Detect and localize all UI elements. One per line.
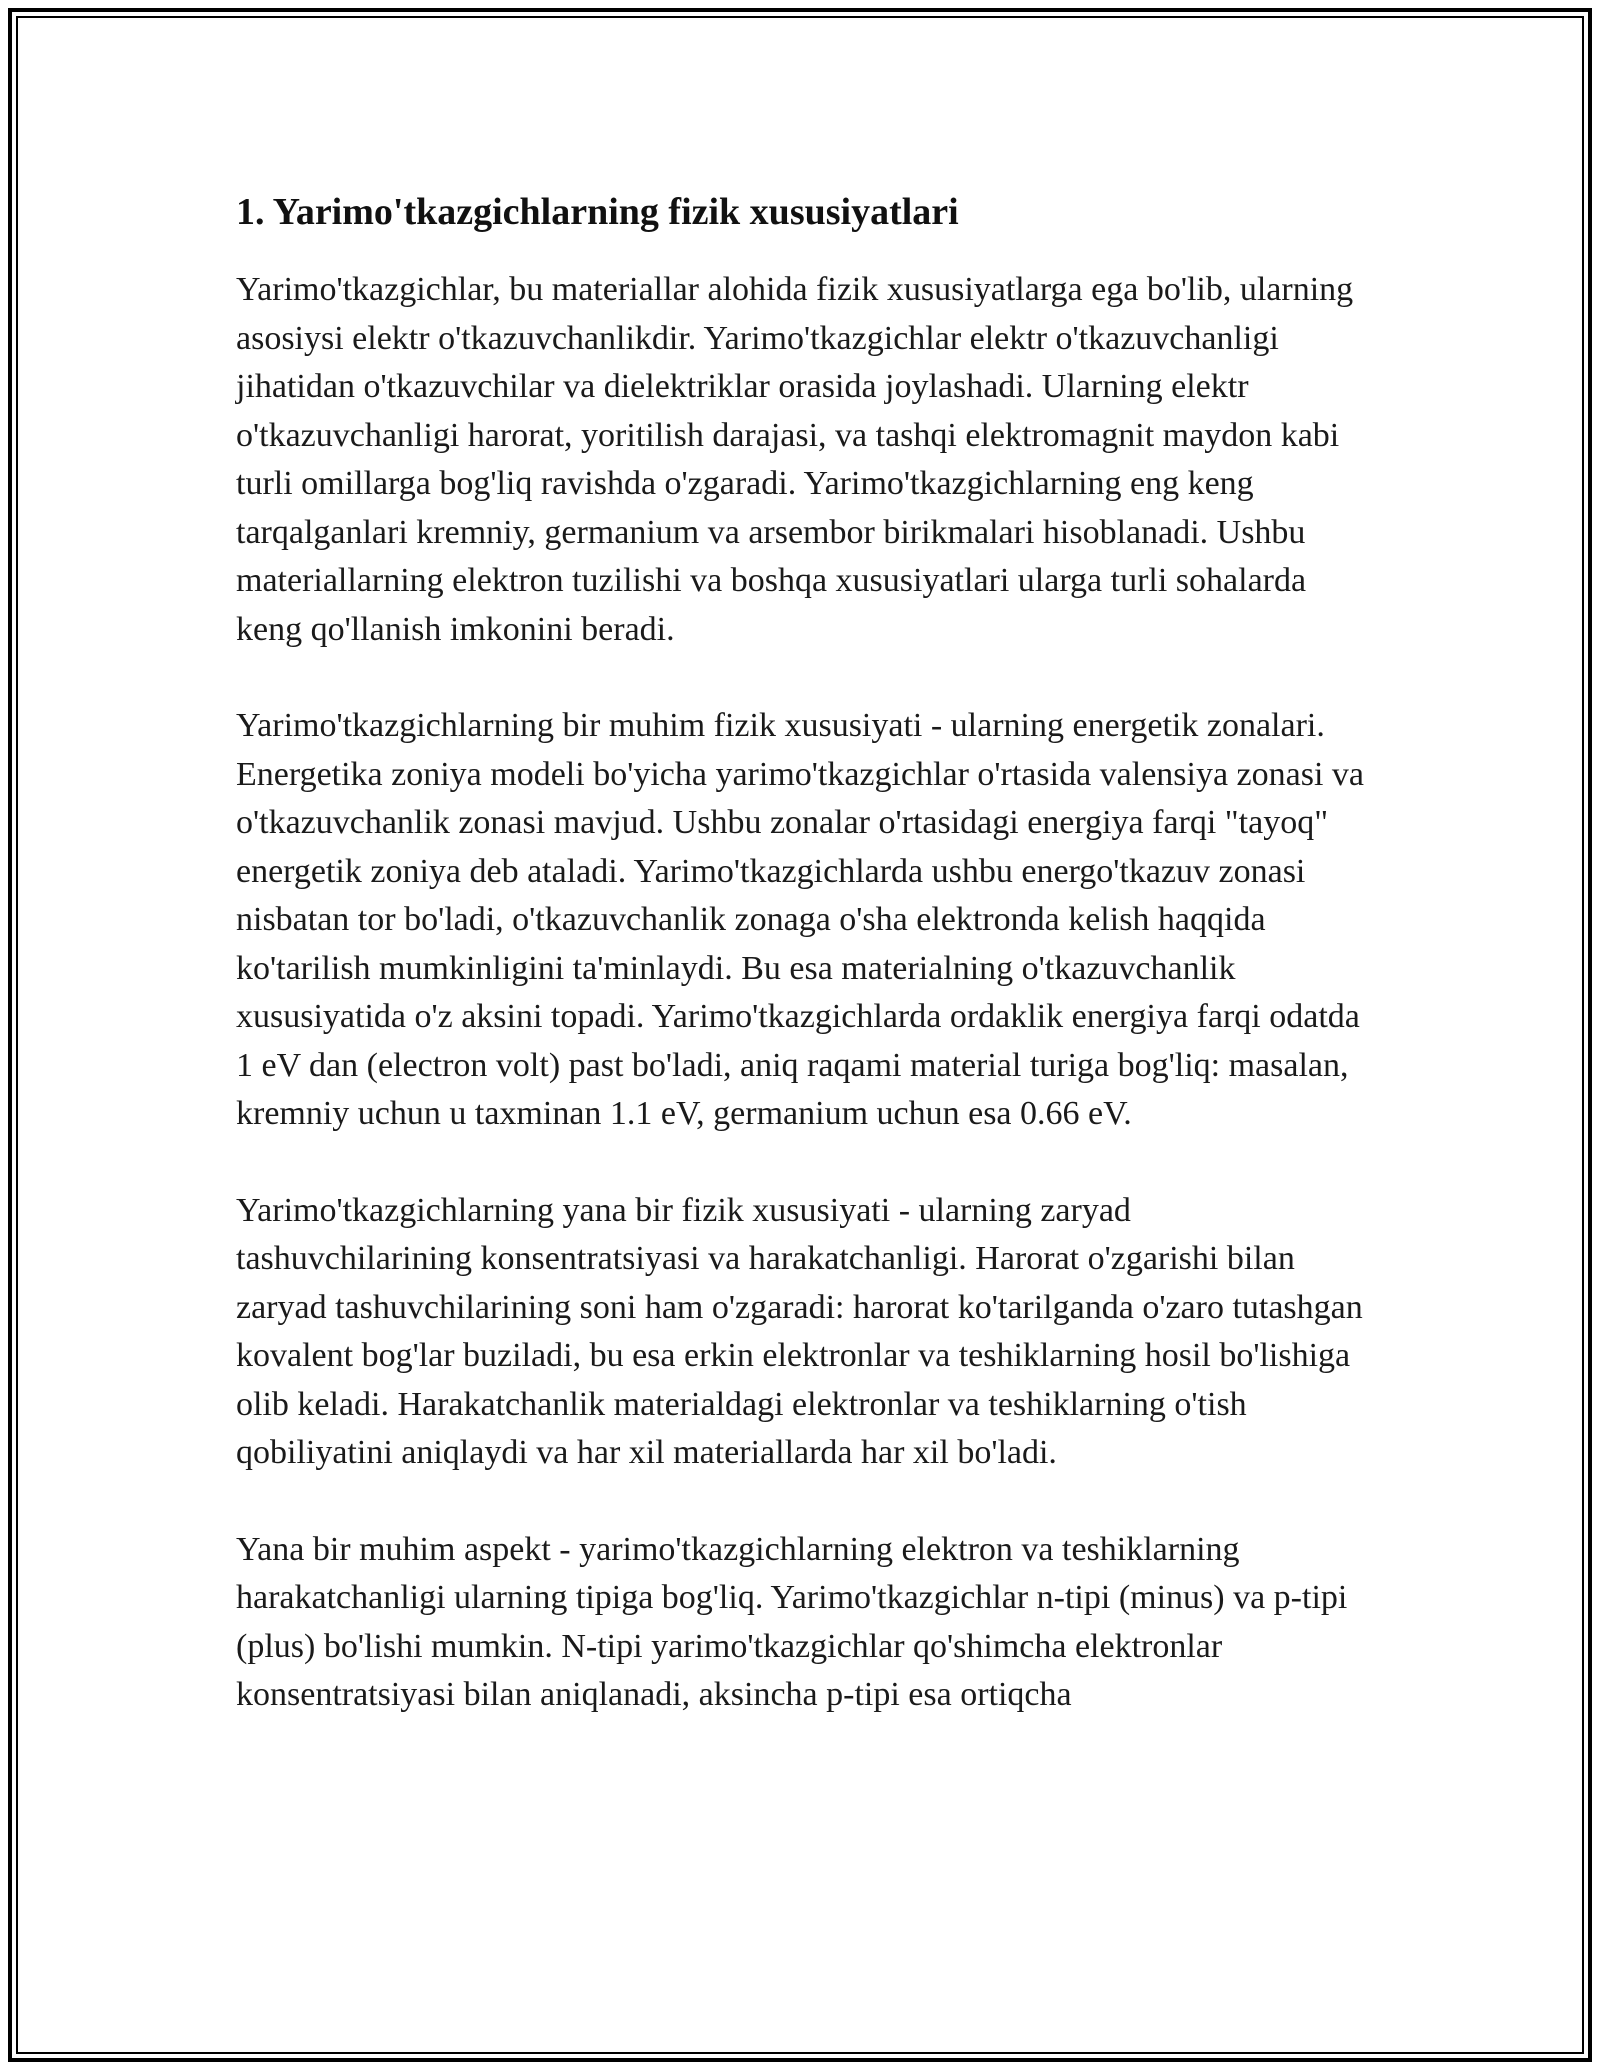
paragraph-1: Yarimo'tkazgichlar, bu materiallar alohida fizik xususiyatlarga ega bo'lib, ularning asosiysi elektr o'tkazuvchanlikdir. Yarimo'tkazgichlar elektr o'tkazuvchanligi jihatidan o'tkazuvchilar va dielektriklar orasida joylashadi. Ularning elektr o'tkazuvchanligi harorat, yoritilish darajasi, va tashqi elektromagnit maydon kabi turli omillarga bog'liq ravishda o'zgaradi. Yarimo'tkazgichlarning eng keng tarqalganlari kremniy, germanium va arsembor birikmalari hisoblanadi. Ushbu materiallarning elektron tuzilishi va boshqa xususiyatlari ularga turli sohalarda keng qo'llanish imkonini beradi. bbox=[236, 271, 1354, 648]
paragraph-2: Yarimo'tkazgichlarning bir muhim fizik xususiyati - ularning energetik zonalari. Energetika zoniya modeli bo'yicha yarimo'tkazgichlar o'rtasida valensiya zonasi va o'tkazuvchanlik zonasi mavjud. Ushbu zonalar o'rtasidagi energiya farqi "tayoq" energetik zoniya deb ataladi. Yarimo'tkazgichlarda ushbu energo'tkazuv zonasi nisbatan tor bo'ladi, o'tkazuvchanlik zonaga o'sha elektronda kelish haqqida ko'tarilish mumkinligini ta'minlaydi. Bu esa materialning o'tkazuvchanlik xususiyatida o'z aksini topadi. Yarimo'tkazgichlarda ordaklik energiya farqi odatda 1 eV dan (electron volt) past bo'ladi, aniq raqami material turiga bog'liq: masalan, kremniy uchun u taxminan 1.1 eV, germanium uchun esa 0.66 eV. bbox=[236, 707, 1365, 1132]
paragraph-3: Yarimo'tkazgichlarning yana bir fizik xususiyati - ularning zaryad tashuvchilarining konsentratsiyasi va harakatchanligi. Harorat o'zgarishi bilan zaryad tashuvchilarining soni ham o'zgaradi: harorat ko'tarilganda o'zaro tutashgan kovalent bog'lar buziladi, bu esa erkin elektronlar va teshiklarning hosil bo'lishiga olib keladi. Harakatchanlik materialdagi elektronlar va teshiklarning o'tish qobiliyatini aniqlaydi va har xil materiallarda har xil bo'ladi. bbox=[236, 1191, 1363, 1471]
paragraph-4: Yana bir muhim aspekt - yarimo'tkazgichlarning elektron va teshiklarning harakatchanligi ularning tipiga bog'liq. Yarimo'tkazgichlar n-tipi (minus) va p-tipi (plus) bo'lishi mumkin. N-tipi yarimo'tkazgichlar qo'shimcha elektronlar konsentratsiyasi bilan aniqlanadi, aksincha p-tipi esa ortiqcha bbox=[236, 1530, 1348, 1713]
document-content bbox=[236, 186, 1366, 1768]
section-heading: 1. Yarimo'tkazgichlarning fizik xususiyatlari bbox=[236, 191, 959, 233]
